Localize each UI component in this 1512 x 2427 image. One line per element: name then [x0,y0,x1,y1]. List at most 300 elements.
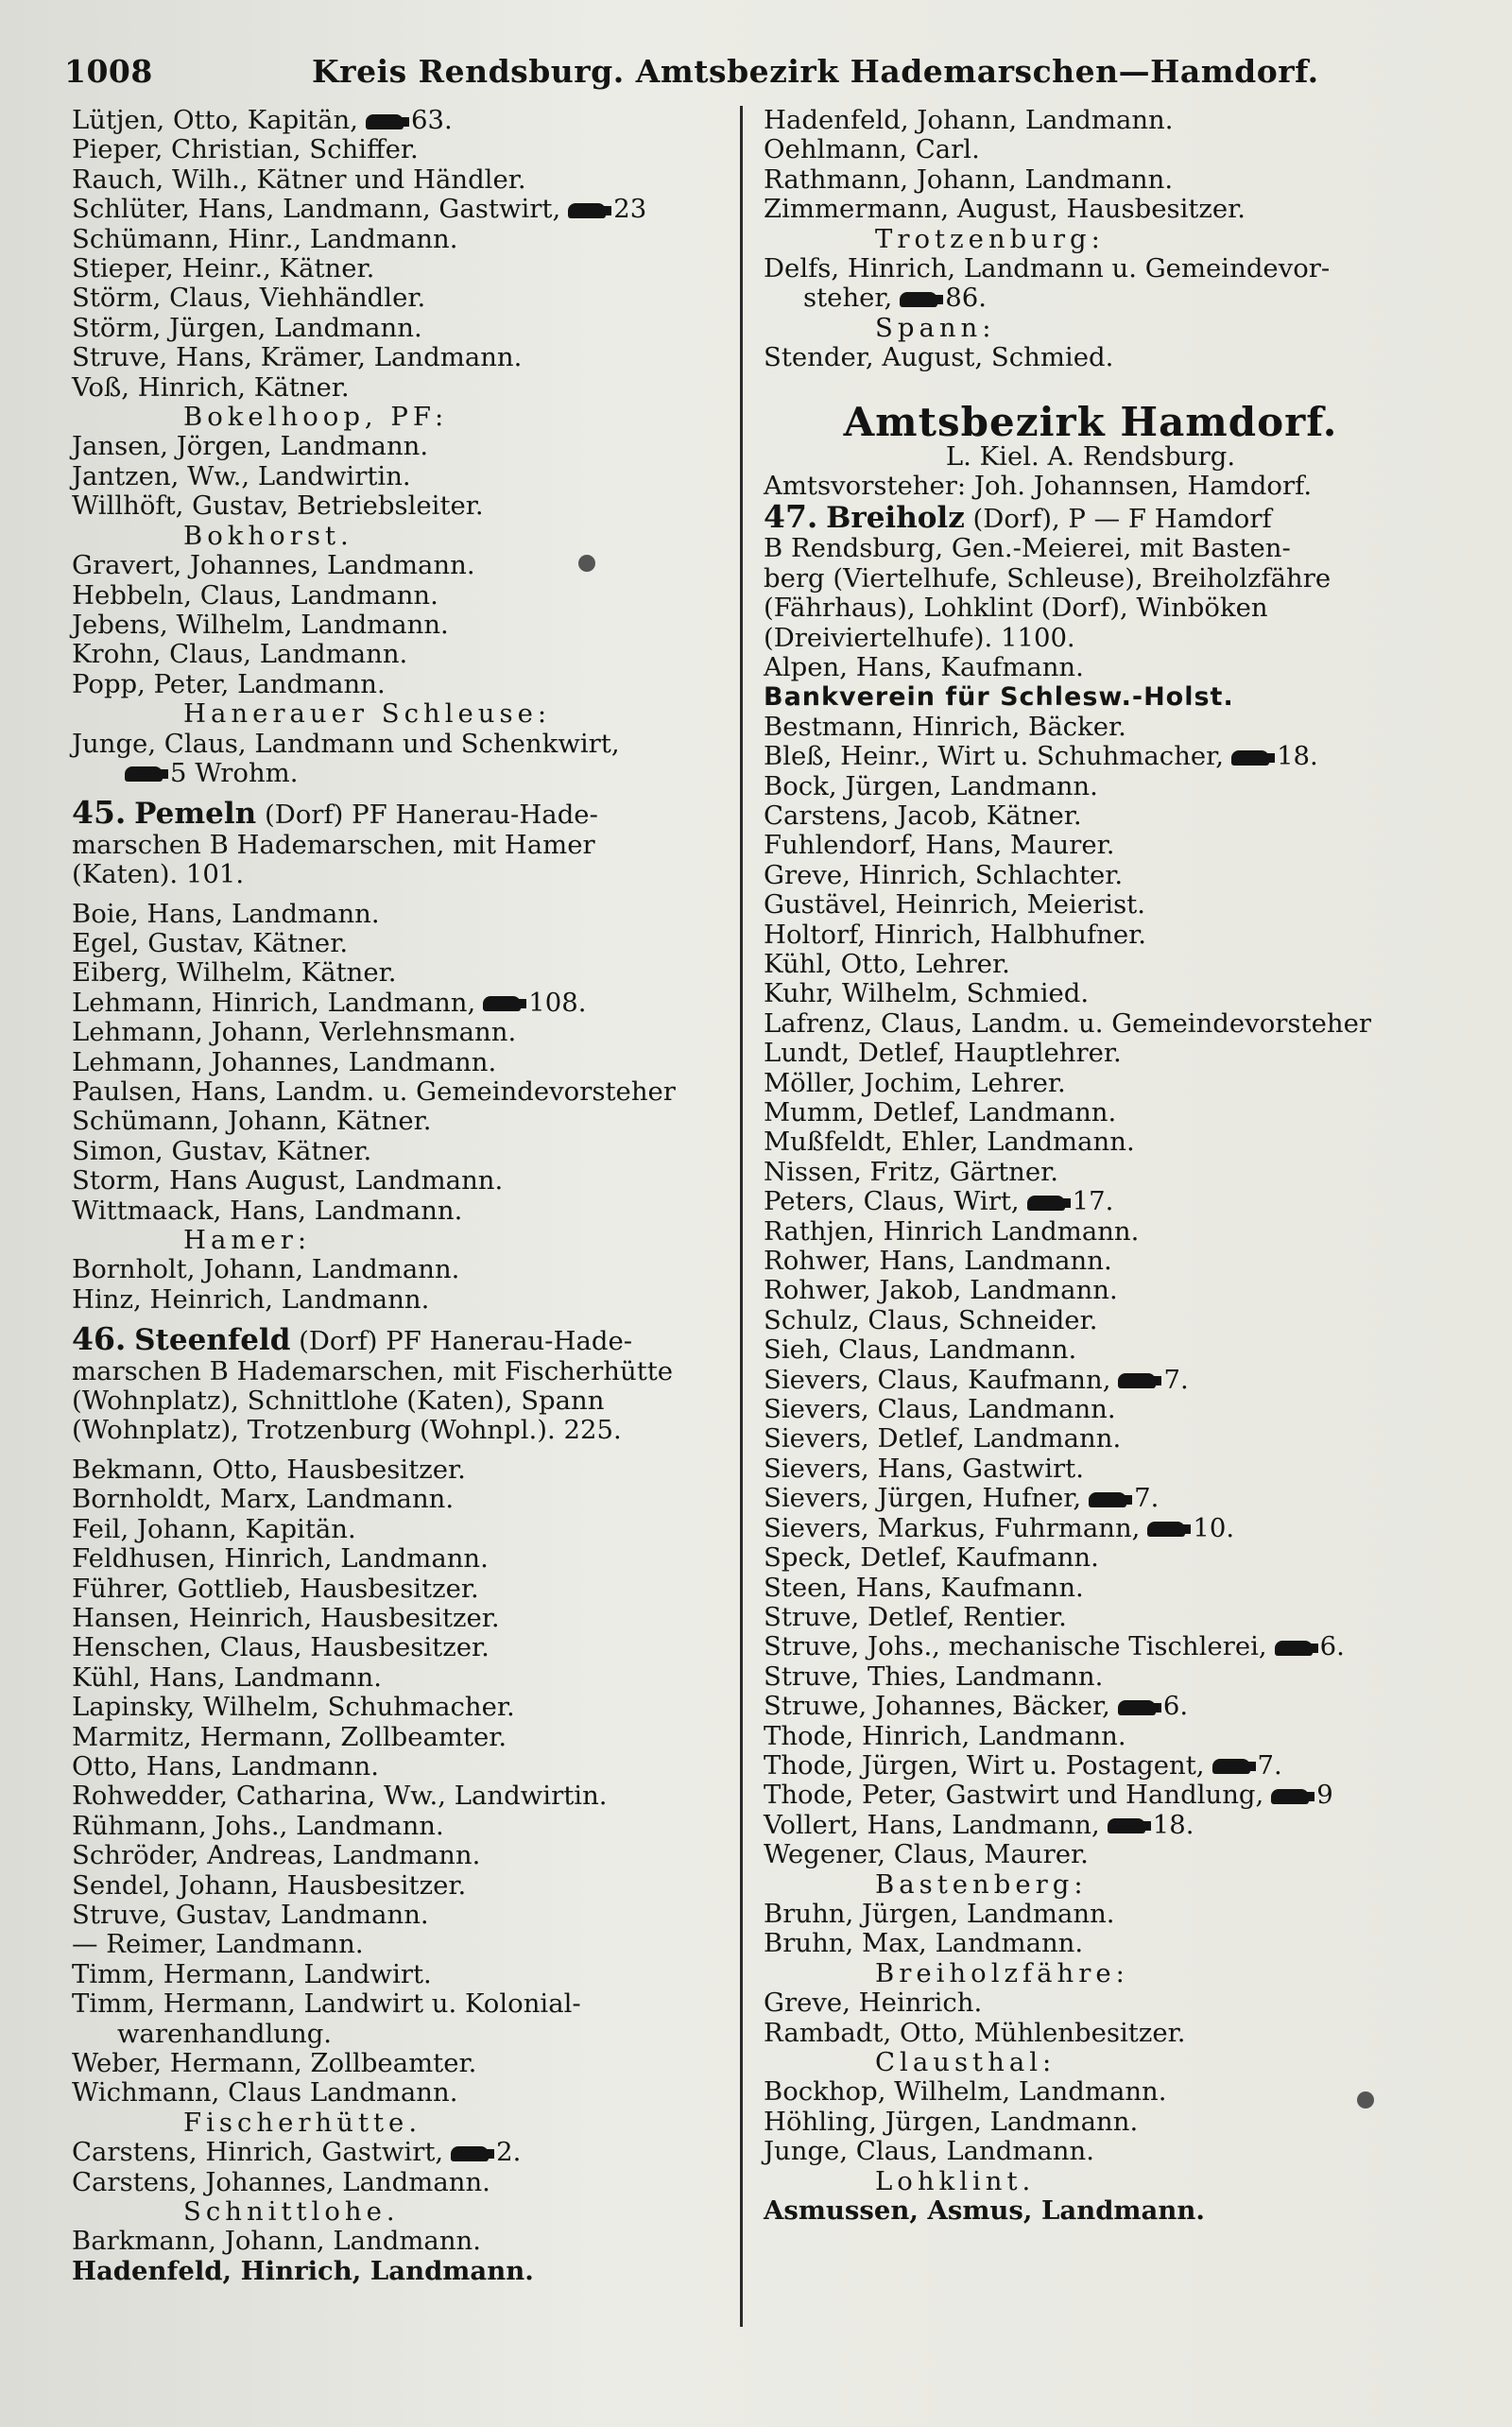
entry-text: Barkmann, Johann, Landmann. [72,2226,481,2257]
directory-entry [764,801,1418,831]
directory-entry [72,2020,724,2049]
place-name: Breiholz [826,500,965,535]
entry-text: Bleß, Heinr., Wirt u. Schuhmacher, [764,741,1225,772]
entry-text: Kuhr, Wilhelm, Schmied. [764,978,1090,1009]
place-name: Steenfeld [134,1323,291,1358]
entry-text: (Dreiviertelhufe). 1100. [764,622,1075,653]
entry-text: Carstens, Jacob, Kätner. [764,800,1082,831]
entry-text: Jebens, Wilhelm, Landmann. [72,609,449,640]
entry-text: Struve, Detlef, Rentier. [764,1601,1067,1632]
locality-heading: Spann: [875,312,996,343]
locality-heading: Trotzenburg: [875,223,1105,254]
directory-entry [72,1871,724,1901]
page-title: Kreis Rendsburg. Amtsbezirk Hademarschen—Hamdorf. [312,53,1319,90]
entry-text: Fuhlendorf, Hans, Maurer. [764,830,1115,861]
telephone-number: 5 Wrohm. [170,757,299,788]
directory-entry [72,284,724,313]
directory-entry [72,730,724,759]
entry-text: Nissen, Fritz, Gärtner. [764,1156,1059,1187]
entry-text: Lafrenz, Claus, Landm. u. Gemeindevorsteher [764,1007,1371,1039]
right-column [764,106,1418,2226]
place-entry [72,1320,724,1358]
directory-entry [72,2257,724,2286]
directory-entry [764,1751,1418,1781]
entry-text: Lehmann, Hinrich, Landmann, [72,987,476,1018]
telephone-icon [366,114,404,129]
directory-entry [72,1575,724,1604]
directory-entry [764,890,1418,920]
entry-text: Greve, Heinrich. [764,1988,983,2019]
entry-text: Lütjen, Otto, Kapitän, [72,105,358,135]
entry-text: Wichmann, Claus Landmann. [72,2077,458,2109]
ink-spot [578,555,595,572]
directory-entry [764,1009,1418,1039]
telephone-number: 86. [945,283,988,314]
directory-entry [764,1514,1418,1543]
locality-heading: Fischerhütte. [183,2107,422,2138]
directory-entry [72,989,724,1018]
entry-text: Stender, August, Schmied. [764,342,1114,373]
entry-text: Zimmermann, August, Hausbesitzer. [764,194,1246,225]
entry-text: Feil, Johann, Kapitän. [72,1513,356,1544]
entry-text: Bekmann, Otto, Hausbesitzer. [72,1454,466,1485]
telephone-number: 7. [1257,1749,1282,1781]
page-number: 1008 [64,53,153,90]
telephone-number: 7. [1134,1483,1160,1514]
locality-heading: Hanerauer Schleuse: [183,698,552,730]
directory-entry [764,1395,1418,1424]
directory-entry [764,254,1418,284]
entry-text: (Wohnplatz), Schnittlohe (Katen), Spann [72,1386,605,1417]
entry-text: Simon, Gustav, Kätner. [72,1135,372,1166]
entry-text: Sievers, Claus, Kaufmann, [764,1364,1111,1395]
entry-text: Sievers, Hans, Gastwirt. [764,1453,1084,1484]
directory-entry [72,900,724,929]
telephone-number: 7. [1163,1364,1189,1395]
entry-text: Carstens, Hinrich, Gastwirt, [72,2137,444,2168]
directory-entry [72,106,724,135]
telephone-number: 6. [1162,1691,1189,1722]
directory-entry [764,1335,1418,1365]
place-description: (Dorf) PF Hanerau-Hade- [256,800,598,831]
entry-text: Hinz, Heinrich, Landmann. [72,1283,430,1315]
telephone-number: 18. [1277,741,1318,772]
directory-entry [72,1515,724,1544]
place-number: 47. [764,497,818,535]
entry-text: B Rendsburg, Gen.-Meierei, mit Basten- [764,533,1291,564]
entry-text: Struwe, Johannes, Bäcker, [764,1691,1110,1722]
telephone-icon [1118,1700,1156,1715]
entry-text: Rohwer, Jakob, Landmann. [764,1275,1118,1306]
telephone-icon [1027,1196,1065,1211]
entry-text: Lehmann, Johann, Verlehnsmann. [72,1017,517,1048]
directory-entry [72,2078,724,2108]
locality-heading: Schnittlohe. [183,2196,400,2228]
directory-entry [764,165,1418,195]
place-description: (Dorf) PF Hanerau-Hade- [290,1326,633,1357]
telephone-number: 108. [528,987,587,1018]
entry-text: Schlüter, Hans, Landmann, Gastwirt, [72,194,561,225]
directory-entry [72,1196,724,1226]
directory-entry [72,1782,724,1811]
entry-text: Bornholdt, Marx, Landmann. [72,1484,455,1515]
entry-text: Bockhop, Wilhelm, Landmann. [764,2076,1167,2108]
place-number: 45. [72,794,127,832]
directory-entry [764,1098,1418,1127]
directory-entry [72,581,724,611]
directory-entry [764,472,1418,501]
directory-entry [72,1930,724,1959]
directory-entry [764,1039,1418,1068]
directory-entry [72,1693,724,1722]
entry-text: Bock, Jürgen, Landmann. [764,770,1098,801]
directory-entry [72,759,724,788]
telephone-number: 10. [1193,1512,1235,1543]
entry-text: Alpen, Hans, Kaufmann. [764,651,1084,682]
entry-text: Timm, Hermann, Landwirt u. Kolonial- [72,1988,581,2020]
telephone-icon [451,2146,489,2161]
directory-entry [764,1543,1418,1573]
entry-text: Mußfeldt, Ehler, Landmann. [764,1127,1135,1158]
directory-entry [72,2168,724,2197]
locality-heading: Hamer: [183,1225,312,1256]
entry-text: Struve, Gustav, Landmann. [72,1899,429,1930]
directory-entry [72,195,724,224]
entry-text: marschen B Hademarschen, mit Hamer [72,829,595,860]
entry-text: Bruhn, Jürgen, Landmann. [764,1898,1115,1929]
directory-entry [72,1901,724,1930]
district-subheading: L. Kiel. A. Rendsburg. [945,441,1236,473]
directory-entry [764,861,1418,890]
entry-text: Oehlmann, Carl. [764,134,980,165]
directory-entry [764,1722,1418,1751]
locality-heading: Bokhorst. [183,520,353,551]
directory-entry [764,1366,1418,1395]
entry-text: Marmitz, Hermann, Zollbeamter. [72,1721,507,1752]
telephone-number: 9 [1316,1780,1333,1811]
entry-text: Schümann, Johann, Kätner. [72,1106,432,1137]
entry-text: Störm, Claus, Viehhändler. [72,283,426,314]
entry-text: Krohn, Claus, Landmann. [72,639,408,670]
directory-entry [764,1069,1418,1098]
entry-text: Greve, Hinrich, Schlachter. [764,859,1124,890]
entry-text: Egel, Gustav, Kätner. [72,927,349,958]
directory-entry [764,1781,1418,1810]
place-name: Pemeln [134,797,257,832]
directory-entry [764,534,1418,563]
entry-text: Rauch, Wilh., Kätner und Händler. [72,164,526,195]
directory-entry [764,2019,1418,2048]
telephone-icon [1147,1522,1185,1537]
locality-heading: Bastenberg: [875,1868,1088,1900]
entry-text: Stieper, Heinr., Kätner. [72,253,375,284]
directory-entry [764,1900,1418,1929]
entry-text: Schröder, Andreas, Landmann. [72,1840,481,1871]
entry-text: warenhandlung. [117,2018,333,2049]
entry-text: (Fährhaus), Lohklint (Dorf), Winböken [764,593,1268,624]
ink-spot [1357,2091,1374,2109]
directory-entry [764,1840,1418,1869]
bank-entry: Bankverein für Schlesw.-Holst. [764,682,1234,713]
entry-text: Schulz, Claus, Schneider. [764,1304,1098,1335]
telephone-number: 23 [613,194,647,225]
telephone-icon [568,203,606,218]
place-number: 46. [72,1320,127,1358]
telephone-icon [1118,1373,1156,1388]
entry-text: Holtorf, Hinrich, Halbhufner. [764,919,1147,950]
entry-text: Sievers, Detlef, Landmann. [764,1423,1122,1454]
directory-entry [764,1424,1418,1454]
entry-text: Peters, Claus, Wirt, [764,1186,1020,1217]
directory-entry [72,551,724,580]
district-heading: Amtsbezirk Hamdorf. [843,398,1338,445]
entry-text: Rohwedder, Catharina, Ww., Landwirtin. [72,1781,608,1812]
entry-text: Sieh, Claus, Landmann. [764,1334,1077,1366]
directory-entry [72,1485,724,1514]
directory-entry [72,135,724,164]
directory-entry [764,1484,1418,1513]
entry-text: Thode, Peter, Gastwirt und Handlung, [764,1780,1264,1811]
directory-entry [764,1574,1418,1603]
entry-text: Lundt, Detlef, Hauptlehrer. [764,1038,1122,1069]
entry-text: Popp, Peter, Landmann. [72,668,386,699]
directory-entry [72,1663,724,1693]
telephone-number: 2. [496,2137,522,2168]
entry-text: Thode, Jürgen, Wirt u. Postagent, [764,1749,1205,1781]
entry-text: Sendel, Johann, Hausbesitzer. [72,1869,467,1901]
directory-entry [764,343,1418,372]
directory-entry [72,611,724,640]
directory-entry [764,1603,1418,1632]
directory-entry [764,713,1418,742]
telephone-icon [1108,1818,1145,1833]
telephone-icon [125,766,163,782]
entry-text: Jantzen, Ww., Landwirtin. [72,460,411,491]
entry-text: Sievers, Markus, Fuhrmann, [764,1512,1141,1543]
entry-text: Führer, Gottlieb, Hausbesitzer. [72,1573,479,1604]
directory-entry [72,1544,724,1574]
directory-entry [72,1723,724,1752]
entry-text: Amtsvorsteher: Joh. Johannsen, Hamdorf. [764,471,1313,502]
telephone-icon [900,292,937,307]
directory-entry [764,742,1418,771]
entry-text: Sievers, Claus, Landmann. [764,1394,1116,1425]
locality-heading: Clausthal: [875,2047,1057,2077]
directory-entry [764,2077,1418,2107]
directory-entry [72,1077,724,1107]
directory-entry [72,2049,724,2078]
entry-text: Struve, Johs., mechanische Tischlerei, [764,1631,1267,1662]
directory-entry [72,343,724,372]
directory-entry [72,225,724,254]
place-entry [764,497,1418,535]
entry-text: Rathmann, Johann, Landmann. [764,164,1174,195]
entry-text: Vollert, Hans, Landmann, [764,1809,1100,1840]
directory-entry [72,1989,724,2019]
entry-text: Bornholt, Johann, Landmann. [72,1254,460,1285]
directory-entry [764,1247,1418,1276]
directory-entry [72,1137,724,1166]
directory-entry [72,462,724,491]
locality-heading: Lohklint. [875,2165,1036,2196]
directory-entry [72,831,724,860]
directory-entry [764,1306,1418,1335]
directory-entry [72,2227,724,2256]
entry-text: Asmussen, Asmus, Landmann. [764,2195,1205,2227]
directory-entry [764,1217,1418,1247]
directory-entry [72,1255,724,1284]
entry-text: Struve, Hans, Krämer, Landmann. [72,342,523,373]
entry-text: Gravert, Johannes, Landmann. [72,550,475,581]
entry-text: Lapinsky, Wilhelm, Schuhmacher. [72,1692,515,1723]
entry-text: Storm, Hans August, Landmann. [72,1165,504,1196]
directory-entry [72,640,724,669]
directory-entry [72,670,724,699]
entry-text: Kühl, Hans, Landmann. [72,1661,382,1693]
telephone-icon [1275,1641,1313,1656]
directory-entry [764,1276,1418,1305]
telephone-icon [483,996,521,1011]
directory-entry [72,1107,724,1136]
directory-entry [764,1811,1418,1840]
entry-text: Jansen, Jörgen, Landmann. [72,431,429,462]
directory-entry [764,1662,1418,1692]
directory-entry [72,1633,724,1662]
entry-text: Speck, Detlef, Kaufmann. [764,1542,1099,1574]
directory-entry [72,314,724,343]
entry-text: Hebbeln, Claus, Landmann. [72,579,438,611]
entry-text: — Reimer, Landmann. [72,1929,364,1960]
entry-text: Voß, Hinrich, Kätner. [72,371,350,403]
left-column [72,106,724,2286]
directory-entry [764,921,1418,950]
directory-entry [764,135,1418,164]
directory-entry [72,1386,724,1416]
directory-entry [764,2137,1418,2166]
telephone-icon [1089,1492,1126,1507]
telephone-number: 18. [1152,1809,1194,1840]
telephone-icon [1212,1759,1250,1774]
telephone-number: 63. [410,105,453,135]
directory-entry [72,432,724,461]
directory-entry [72,1604,724,1633]
directory-entry [72,1048,724,1077]
telephone-icon [1271,1789,1309,1804]
telephone-number: 17. [1072,1186,1114,1217]
entry-text: Rambadt, Otto, Mühlenbesitzer. [764,2017,1186,2048]
entry-text: Bestmann, Hinrich, Bäcker. [764,711,1126,742]
entry-text: Paulsen, Hans, Landm. u. Gemeindevorsteher [72,1076,676,1107]
directory-entry [72,254,724,284]
entry-text: Rathjen, Hinrich Landmann. [764,1215,1140,1247]
entry-text: Rühmann, Johs., Landmann. [72,1810,444,1841]
entry-text: Pieper, Christian, Schiffer. [72,134,419,165]
entry-text: Eiberg, Wilhelm, Kätner. [72,957,397,989]
entry-text: steher, [803,283,893,314]
entry-text: Willhöft, Gustav, Betriebsleiter. [72,491,484,522]
entry-text: Schümann, Hinr., Landmann. [72,223,458,254]
entry-text: (Katen). 101. [72,859,245,890]
page-header [64,49,1474,96]
entry-text: Bruhn, Max, Landmann. [764,1928,1084,1959]
telephone-number: 6. [1319,1631,1345,1662]
entry-text: Steen, Hans, Kaufmann. [764,1572,1084,1603]
directory-entry [764,624,1418,653]
directory-entry [764,195,1418,224]
entry-text: Henschen, Claus, Hausbesitzer. [72,1632,490,1663]
directory-entry [764,979,1418,1008]
directory-entry [764,1692,1418,1721]
telephone-icon [1231,750,1269,766]
entry-text: Feldhusen, Hinrich, Landmann. [72,1543,489,1575]
directory-entry [764,1127,1418,1157]
entry-text: Thode, Hinrich, Landmann. [764,1720,1126,1751]
directory-entry [72,373,724,403]
entry-text: Timm, Hermann, Landwirt. [72,1958,432,1989]
directory-entry [764,594,1418,623]
directory-entry [764,772,1418,801]
entry-text: Möller, Jochim, Lehrer. [764,1067,1066,1098]
entry-text: Gustävel, Heinrich, Meierist. [764,889,1145,921]
directory-entry [72,958,724,988]
entry-text: (Wohnplatz), Trotzenburg (Wohnpl.). 225. [72,1415,622,1446]
entry-text: Wittmaack, Hans, Landmann. [72,1195,463,1226]
directory-entry [764,653,1418,682]
entry-text: Hadenfeld, Johann, Landmann. [764,105,1174,135]
directory-entry [72,1812,724,1841]
locality-heading: Bokelhoop, PF: [183,402,449,433]
directory-entry [72,1455,724,1485]
entry-text: Rohwer, Hans, Landmann. [764,1246,1112,1277]
directory-entry [72,1357,724,1386]
entry-text: Weber, Hermann, Zollbeamter. [72,2048,477,2078]
entry-text: Hansen, Heinrich, Hausbesitzer. [72,1602,500,1633]
entry-text: Wegener, Claus, Maurer. [764,1839,1089,1870]
directory-entry [764,106,1418,135]
place-entry [72,794,724,832]
locality-heading: Breiholzfähre: [875,1957,1129,1988]
directory-entry [764,284,1418,313]
entry-text: Mumm, Detlef, Landmann. [764,1097,1117,1127]
directory-entry [764,1632,1418,1661]
directory-entry [764,1929,1418,1958]
directory-entry [72,1752,724,1782]
entry-text: marschen B Hademarschen, mit Fischerhütte [72,1355,674,1386]
directory-entry [764,1187,1418,1216]
entry-text: Delfs, Hinrich, Landmann u. Gemeindevor- [764,253,1331,284]
entry-text: Otto, Hans, Landmann. [72,1750,379,1782]
directory-entry [72,1018,724,1047]
entry-text: Carstens, Johannes, Landmann. [72,2166,490,2197]
entry-text: Lehmann, Johannes, Landmann. [72,1046,497,1077]
entry-text: Boie, Hans, Landmann. [72,898,380,929]
directory-entry [72,165,724,195]
directory-entry [72,1960,724,1989]
column-divider [740,106,743,2327]
directory-entry [764,831,1418,860]
directory-entry [72,1166,724,1196]
directory-entry [72,1285,724,1315]
directory-entry [764,1158,1418,1187]
directory-entry [72,860,724,889]
directory-entry [764,1988,1418,2018]
directory-entry [72,491,724,521]
entry-text: Hadenfeld, Hinrich, Landmann. [72,2255,534,2286]
directory-entry [72,929,724,958]
directory-entry [72,1416,724,1445]
entry-text: Höhling, Jürgen, Landmann. [764,2106,1139,2137]
directory-entry [764,564,1418,594]
